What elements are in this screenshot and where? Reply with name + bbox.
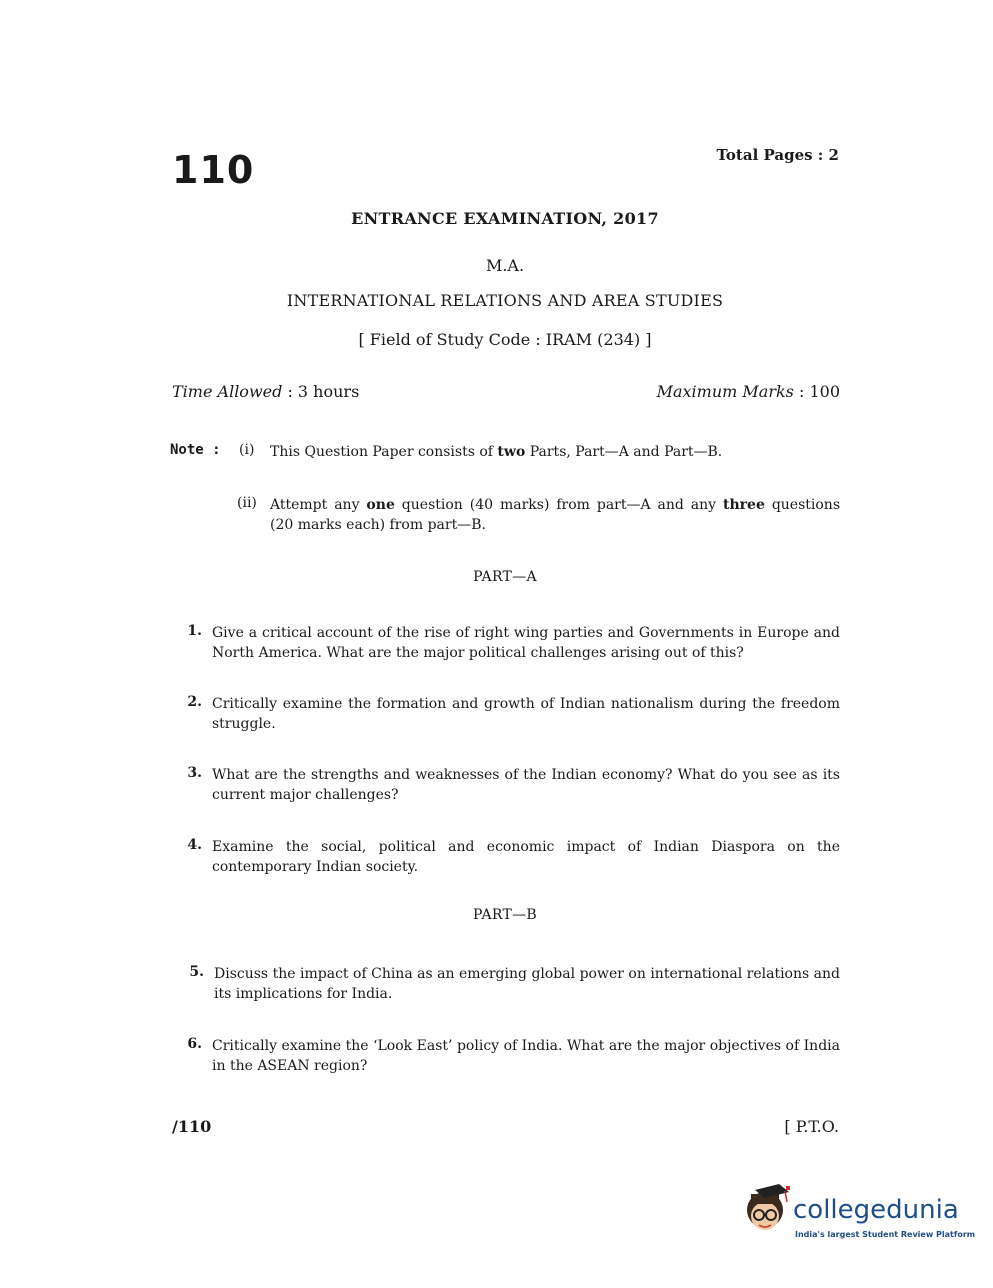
note-item <box>270 442 840 462</box>
question-text: What are the strengths and weaknesses of the Indian economy? What do you see as its current major challenges? <box>212 767 840 803</box>
note-text-part: Parts, Part—A and Part—B. <box>525 444 723 460</box>
field-of-study-code: [ Field of Study Code : IRAM (234) ] <box>358 330 652 349</box>
time-allowed-value: : 3 hours <box>287 382 360 401</box>
question-text: Give a critical account of the rise of right wing parties and Governments in Europe and North America. What are the major political challenges arising out of this? <box>212 625 840 661</box>
note-item-number: (ii) <box>237 495 257 511</box>
question-text: Examine the social, political and economic impact of Indian Diaspora on the contemporary Indian society. <box>212 839 840 875</box>
maximum-marks-label: Maximum Marks <box>656 382 794 401</box>
note-item <box>270 495 840 535</box>
maximum-marks <box>657 382 840 401</box>
question-text: Critically examine the formation and growth of Indian nationalism during the freedom struggle. <box>212 696 840 732</box>
subject-title: INTERNATIONAL RELATIONS AND AREA STUDIES <box>286 291 724 310</box>
question-number: 1. <box>187 623 202 639</box>
question-number: 3. <box>187 765 202 781</box>
note-emphasis: one <box>366 497 395 513</box>
part-a-heading: PART—A <box>473 569 537 585</box>
part-b-heading: PART—B <box>473 907 537 923</box>
note-item-number: (i) <box>239 442 255 458</box>
note-text-part: question (40 marks) from part—A and any <box>394 497 724 513</box>
time-allowed-label: Time Allowed <box>172 382 283 401</box>
collegedunia-tagline: India's largest Student Review Platform <box>795 1230 976 1239</box>
question-number: 4. <box>187 837 202 853</box>
paper-code: 110 <box>172 148 255 192</box>
time-allowed <box>172 382 359 401</box>
total-pages: Total Pages : 2 <box>716 146 839 164</box>
note-emphasis: three <box>723 497 765 513</box>
note-emphasis: two <box>497 444 526 460</box>
maximum-marks-value: : 100 <box>798 382 840 401</box>
note-text-part: questions (20 marks each) from part—B. <box>270 497 840 533</box>
footer-pto: [ P.T.O. <box>784 1117 839 1136</box>
question-number: 6. <box>187 1036 202 1052</box>
collegedunia-brand: collegedunia <box>793 1195 959 1225</box>
question-text: Discuss the impact of China as an emerging global power on international relations and its implications for India. <box>214 966 840 1002</box>
degree: M.A. <box>485 256 525 275</box>
note-text-part: Attempt any <box>270 497 367 513</box>
footer-paper-code: /110 <box>172 1117 212 1136</box>
question-number: 5. <box>189 964 204 980</box>
question-text: Critically examine the ‘Look East’ policy of India. What are the major objectives of India in the ASEAN region? <box>212 1038 840 1074</box>
note-text-part: This Question Paper consists of <box>270 444 498 460</box>
note-label: Note : <box>170 442 221 458</box>
question-number: 2. <box>187 694 202 710</box>
exam-title: ENTRANCE EXAMINATION, 2017 <box>351 209 659 228</box>
